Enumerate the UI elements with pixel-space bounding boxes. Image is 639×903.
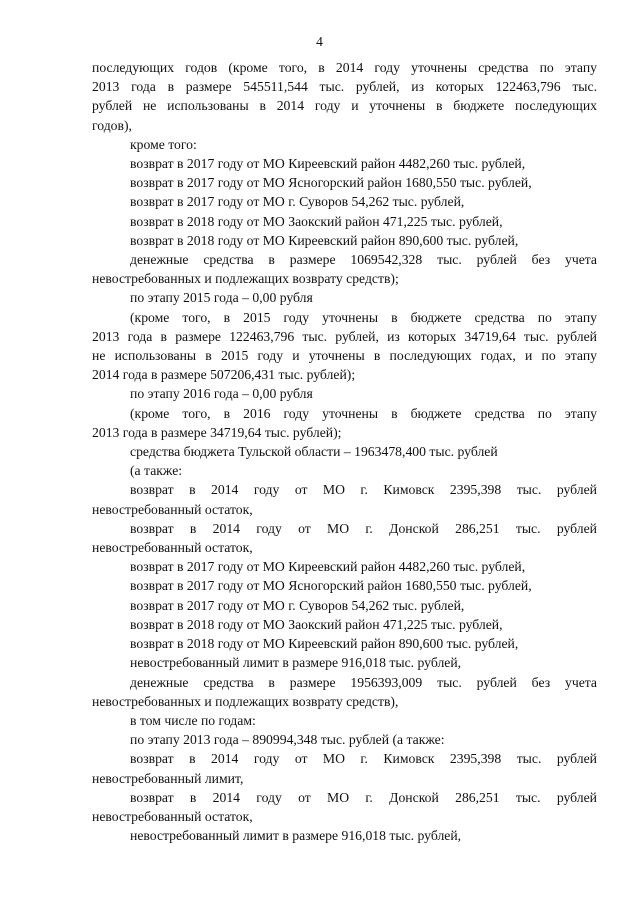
text-line: последующих годов (кроме того, в 2014 году уточнены средства по этапу	[92, 60, 597, 75]
text-line: возврат в 2014 году от МО г. Донской 286,251 тыс. рублей	[130, 520, 597, 536]
text-line: по этапу 2015 года – 0,00 рубля	[130, 290, 313, 306]
text-line: (а также:	[130, 463, 183, 479]
text-line: денежные средства в размере 1956393,009 тыс. рублей без учета	[130, 674, 597, 690]
text-line: средства бюджета Тульской области – 1963478,400 тыс. рублей	[130, 444, 498, 460]
text-line: 2013 года в размере 34719,64 тыс. рублей);	[92, 424, 342, 440]
text-line: возврат в 2014 году от МО г. Кимовск 2395,398 тыс. рублей	[130, 482, 597, 498]
text-line: денежные средства в размере 1069542,328 тыс. рублей без учета	[130, 252, 597, 268]
text-line: невостребованный остаток,	[92, 540, 253, 556]
text-line: невостребованный лимит в размере 916,018 тыс. рублей,	[130, 655, 462, 671]
text-line: 2013 года в размере 122463,796 тыс. рублей, из которых 34719,64 тыс. рублей	[92, 328, 597, 344]
text-line: (кроме того, в 2016 году уточнены в бюджете средства по этапу	[130, 405, 597, 421]
text-line: годов),	[92, 117, 132, 133]
document-body	[92, 58, 597, 845]
text-line: по этапу 2016 года – 0,00 рубля	[130, 386, 313, 402]
text-line: 2013 года в размере 545511,544 тыс. рублей, из которых 122463,796 тыс.	[92, 79, 597, 95]
text-line: возврат в 2017 году от МО Ясногорский район 1680,550 тыс. рублей,	[130, 578, 532, 594]
text-line: невостребованных и подлежащих возврату средств),	[92, 693, 399, 709]
text-line: возврат в 2014 году от МО г. Кимовск 2395,398 тыс. рублей	[130, 751, 597, 767]
text-line: возврат в 2017 году от МО Киреевский район 4482,260 тыс. рублей,	[130, 559, 526, 575]
text-line: 2014 года в размере 507206,431 тыс. рублей);	[92, 367, 356, 383]
text-line: возврат в 2017 году от МО Киреевский район 4482,260 тыс. рублей,	[130, 156, 526, 172]
text-line: возврат в 2017 году от МО г. Суворов 54,262 тыс. рублей,	[130, 194, 465, 210]
text-line: невостребованных и подлежащих возврату средств);	[92, 271, 399, 287]
text-line: по этапу 2013 года – 890994,348 тыс. рублей (а также:	[130, 732, 445, 748]
page-number: 4	[316, 34, 323, 49]
text-line: возврат в 2018 году от МО Заокский район 471,225 тыс. рублей,	[130, 213, 503, 229]
text-line: возврат в 2018 году от МО Заокский район 471,225 тыс. рублей,	[130, 616, 503, 632]
text-line: возврат в 2014 году от МО г. Донской 286,251 тыс. рублей	[130, 789, 597, 805]
text-line: возврат в 2017 году от МО Ясногорский район 1680,550 тыс. рублей,	[130, 175, 532, 191]
text-line: невостребованный лимит в размере 916,018 тыс. рублей,	[130, 828, 462, 844]
text-line: не использованы в 2015 году и уточнены в последующих годах, и по этапу	[92, 348, 597, 364]
text-line: рублей не использованы в 2014 году и уточнены в бюджете последующих	[92, 98, 597, 114]
text-line: в том числе по годам:	[130, 712, 256, 728]
text-line: кроме того:	[130, 136, 197, 152]
text-line: (кроме того, в 2015 году уточнены в бюджете средства по этапу	[130, 309, 597, 325]
text-line: невостребованный остаток,	[92, 808, 253, 824]
text-line: возврат в 2018 году от МО Киреевский район 890,600 тыс. рублей,	[130, 636, 519, 652]
text-line: возврат в 2018 году от МО Киреевский район 890,600 тыс. рублей,	[130, 232, 519, 248]
text-line: невостребованный лимит,	[92, 770, 244, 786]
text-line: невостребованный остаток,	[92, 501, 253, 517]
text-line: возврат в 2017 году от МО г. Суворов 54,262 тыс. рублей,	[130, 597, 465, 613]
